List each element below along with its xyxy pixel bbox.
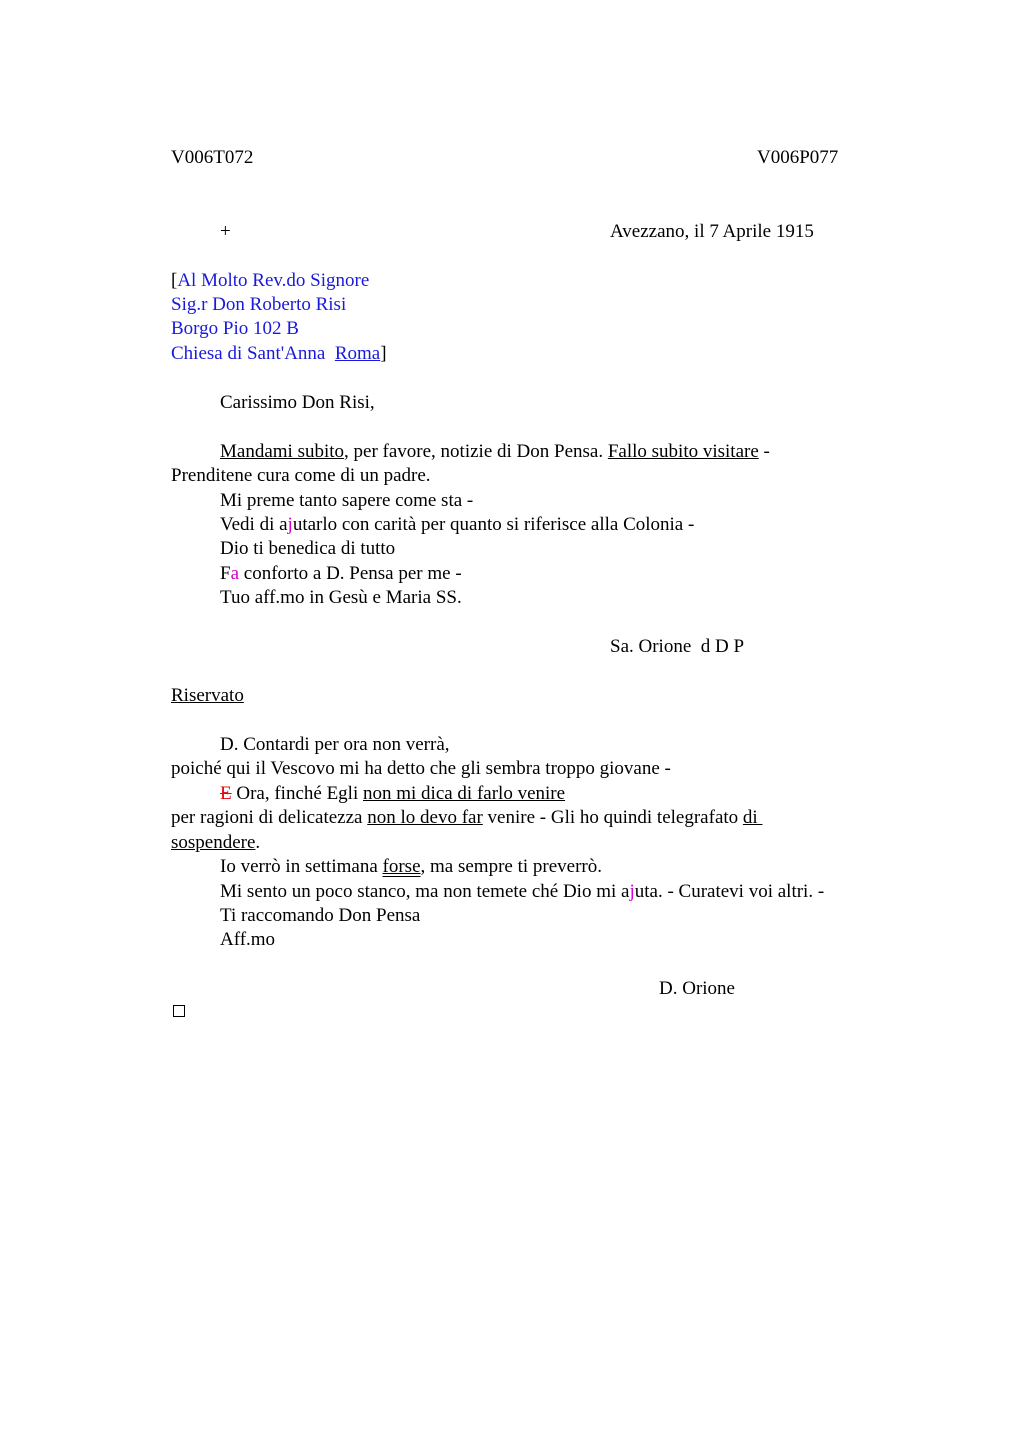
body-text: conforto a D. Pensa per me - <box>239 563 462 584</box>
body-text: , per favore, notizie di Don Pensa. <box>344 441 608 462</box>
underlined-text: sospendere <box>171 832 256 853</box>
correction-letter: a <box>230 563 240 584</box>
salutation: Carissimo Don Risi, <box>220 392 375 413</box>
correction-letter: j <box>287 514 293 535</box>
address-line-2: Sig.r Don Roberto Risi <box>171 294 347 315</box>
body-text: utarlo con carità per quanto si riferisce alla Colonia - <box>292 514 695 535</box>
underlined-text: di <box>742 807 763 828</box>
cross-symbol: + <box>220 221 231 242</box>
body-line-2: Prenditene cura come di un padre. <box>171 465 431 486</box>
body-text: uta. - Curatevi voi altri. - <box>634 881 825 902</box>
reserved-line-5 <box>171 831 260 855</box>
underlined-text: Mandami subito <box>220 441 345 462</box>
body-text: per ragioni di delicatezza <box>171 807 368 828</box>
address-line-1 <box>171 269 369 293</box>
reserved-line-6 <box>220 855 602 879</box>
body-text: Vedi di a <box>220 514 288 535</box>
double-underlined-text: forse <box>382 856 421 877</box>
reserved-line-7 <box>220 880 824 904</box>
body-text: Ora, finché Egli <box>231 783 363 804</box>
underlined-text: non lo devo far <box>367 807 483 828</box>
body-line-4 <box>220 513 694 537</box>
correction-letter: j <box>629 881 635 902</box>
empty-box-symbol <box>173 1005 185 1017</box>
reserved-line-4 <box>171 806 762 830</box>
body-text: , ma sempre ti preverrò. <box>420 856 602 877</box>
body-text: F <box>220 563 231 584</box>
address-line-4 <box>171 342 387 366</box>
header-left-code: V006T072 <box>171 147 254 168</box>
open-bracket: [ <box>171 270 178 291</box>
reserved-line-9: Aff.mo <box>220 929 276 950</box>
body-line-6 <box>220 562 462 586</box>
address-recipient-title: Al Molto Rev.do Signore <box>177 270 370 291</box>
signature-first: Sa. Orione d D P <box>610 636 745 657</box>
underlined-text: non mi dica di farlo venire <box>362 783 566 804</box>
body-text: . <box>255 832 261 853</box>
address-city: Roma <box>334 343 381 364</box>
reserved-line-1: D. Contardi per ora non verrà, <box>220 734 450 755</box>
reserved-heading: Riservato <box>171 685 244 706</box>
reserved-line-8: Ti raccomando Don Pensa <box>220 905 421 926</box>
body-text: - <box>758 441 770 462</box>
body-line-7: Tuo aff.mo in Gesù e Maria SS. <box>220 587 462 608</box>
underlined-text: Fallo subito visitare <box>607 441 759 462</box>
reserved-line-3 <box>220 782 565 806</box>
reserved-line-2: poiché qui il Vescovo mi ha detto che gli sembra troppo giovane - <box>171 758 671 779</box>
body-line-3: Mi preme tanto sapere come sta - <box>220 490 474 511</box>
address-church: Chiesa di Sant'Anna <box>171 343 335 364</box>
body-text: Io verrò in settimana <box>220 856 383 877</box>
signature-second: D. Orione <box>659 978 735 999</box>
place-date: Avezzano, il 7 Aprile 1915 <box>610 221 814 242</box>
body-line-1 <box>220 440 770 464</box>
close-bracket: ] <box>380 343 387 364</box>
body-text: Mi sento un poco stanco, ma non temete ché Dio mi a <box>220 881 630 902</box>
body-line-5: Dio ti benedica di tutto <box>220 538 396 559</box>
address-line-3: Borgo Pio 102 B <box>171 318 299 339</box>
header-right-code: V006P077 <box>757 147 839 168</box>
body-text: venire - Gli ho quindi telegrafato <box>482 807 743 828</box>
deleted-letter: E <box>220 783 232 804</box>
